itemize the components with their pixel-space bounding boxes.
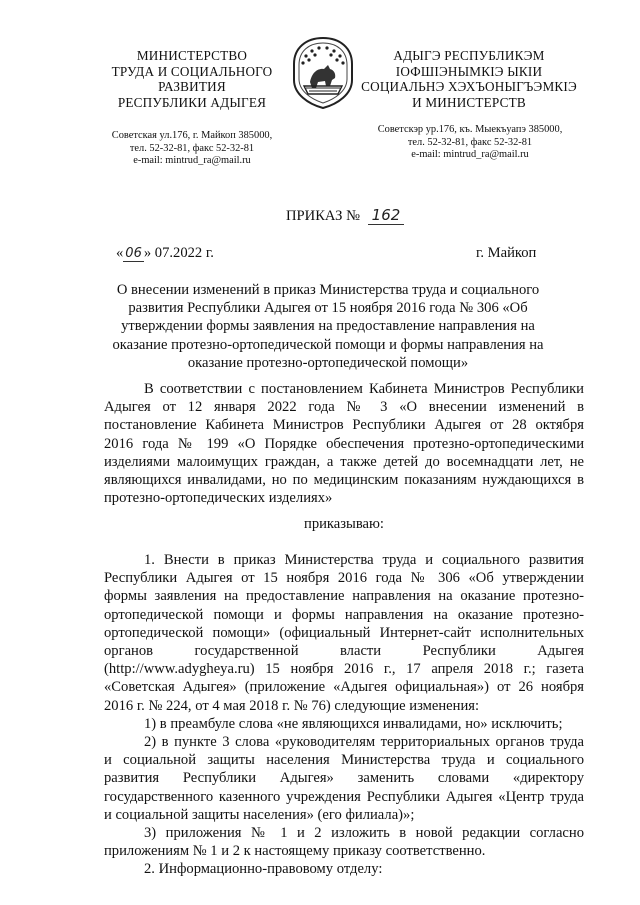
item-1-line: 1. Внести в приказ Министерства труда и социального развития [144, 552, 584, 568]
item-2: 2. Информационно-правовому отделу: [144, 861, 383, 878]
date-rest: » 07.2022 г. [143, 245, 214, 261]
order-day: 06 [125, 246, 142, 261]
contact-line: тел. 52-32-81, факс 52-32-81 [407, 136, 533, 148]
subitem-2-line: 2) в пункте 3 слова «руководителям территориальных органов труда [144, 734, 584, 751]
contacts-ru [82, 130, 302, 168]
preamble-paragraph [104, 380, 584, 507]
order-label: ПРИКАЗ № [286, 208, 360, 224]
preamble-line: Адыгея от 12 января 2022 года № 3 «О внесении изменений в [104, 399, 584, 416]
item-1-line: органов государственной власти Республики Адыгея [104, 643, 584, 660]
subitem-1: 1) в преамбуле слова «не являющихся инвалидами, но» исключить; [144, 715, 563, 732]
preamble-line: постановление Кабинета Министров Республики Адыгея от 28 октября [104, 417, 584, 434]
contact-line: e-mail: mintrud_ra@mail.ru [133, 155, 251, 167]
order-date [116, 244, 214, 263]
order-heading [286, 206, 404, 225]
date-quote-open: « [116, 245, 124, 261]
org-line: ТРУДА И СОЦИАЛЬНОГО [111, 63, 273, 79]
decree-word: приказываю: [304, 516, 384, 532]
item-1-line: ортопедической помощи» (официальный Интернет-сайт исполнительных [104, 624, 584, 641]
org-line: И МИНИСТЕРСТВ [412, 94, 526, 110]
subject-line: оказание протезно-ортопедической помощи» [187, 354, 469, 371]
subitem-2-line: государственного казенного учреждения Республики Адыгея «Центр труда [104, 788, 584, 805]
ministry-name-ru [92, 48, 292, 110]
subitem-2-line: развития Республики Адыгея» заменить словами «директору [104, 770, 584, 787]
contacts-ady [350, 124, 590, 162]
order-number: 162 [368, 206, 405, 225]
subitem-2-line: и социальной защиты населения» (его филиала)»; [104, 806, 415, 823]
subitem-3-line: приложениям № 1 и 2 к настоящему приказу соответственно. [104, 843, 486, 860]
preamble-line: изделиями малоимущих граждан, а также детей до восемнадцати лет, не [104, 453, 584, 470]
contact-line: Советская ул.176, г. Майкоп 385000, [111, 130, 273, 141]
subject-line: О внесении изменений в приказ Министерства труда и социального [116, 282, 540, 298]
item-1-paragraph [104, 551, 584, 879]
preamble-line: В соответствии с постановлением Кабинета Министров Республики [144, 381, 584, 397]
preamble-line: 2016 года № 199 «О Порядке обеспечения протезно-ортопедическими [104, 435, 584, 452]
preamble-line: протезно-ортопедических изделиях» [104, 490, 333, 507]
contact-line: Советскэр ур.176, къ. Мыекъуапэ 385000, [377, 124, 563, 135]
org-line: IОФШIЭНЫМКIЭ ЫКIИ [395, 63, 543, 79]
org-line: АДЫГЭ РЕСПУБЛИКЭМ [393, 48, 545, 63]
subitem-2-line: и социальной защиты населения Министерства труда и социального [104, 752, 584, 769]
subject-line: развития Республики Адыгея от 15 ноября 2016 года № 306 «Об [128, 300, 528, 317]
order-subject [98, 281, 558, 372]
item-1-line: формы заявления на предоставление направления на оказание протезно- [104, 588, 584, 605]
org-line: РЕСПУБЛИКИ АДЫГЕЯ [117, 94, 267, 110]
contact-line: e-mail: mintrud_ra@mail.ru [411, 149, 529, 161]
ministry-name-ady [344, 48, 594, 110]
item-1-line: Республики Адыгея от 15 ноября 2016 года № 306 «Об утверждении [104, 570, 584, 587]
item-1-line: 2016 г. № 224, от 4 мая 2018 г. № 76) следующие изменения: [104, 697, 480, 714]
subitem-3-line: 3) приложения № 1 и 2 изложить в новой редакции согласно [144, 825, 584, 842]
org-line: МИНИСТЕРСТВО [136, 48, 248, 63]
org-line: РАЗВИТИЯ [158, 79, 226, 94]
order-city: г. Майкоп [476, 245, 537, 261]
item-1-line: «Советская Адыгея» (приложение «Адыгея официальная») от 26 ноября [104, 679, 584, 696]
preamble-line: являющихся инвалидами, но по медицинским показаниям нуждающихся в [104, 472, 584, 489]
org-line: СОЦИАЛЬНЭ ХЭХЪОНЫГЪЭМКIЭ [361, 79, 577, 94]
subject-line: оказание протезно-ортопедической помощи и формы направления на [112, 336, 544, 353]
subject-line: утверждении формы заявления на предоставление направления на [121, 318, 535, 335]
item-1-line: ортопедической помощи и формы направления на оказание протезно- [104, 606, 584, 623]
item-1-line: (http://www.adygheya.ru) 15 ноября 2016 г., 17 апреля 2018 г.; газета [104, 661, 584, 678]
contact-line: тел. 52-32-81, факс 52-32-81 [129, 142, 255, 154]
